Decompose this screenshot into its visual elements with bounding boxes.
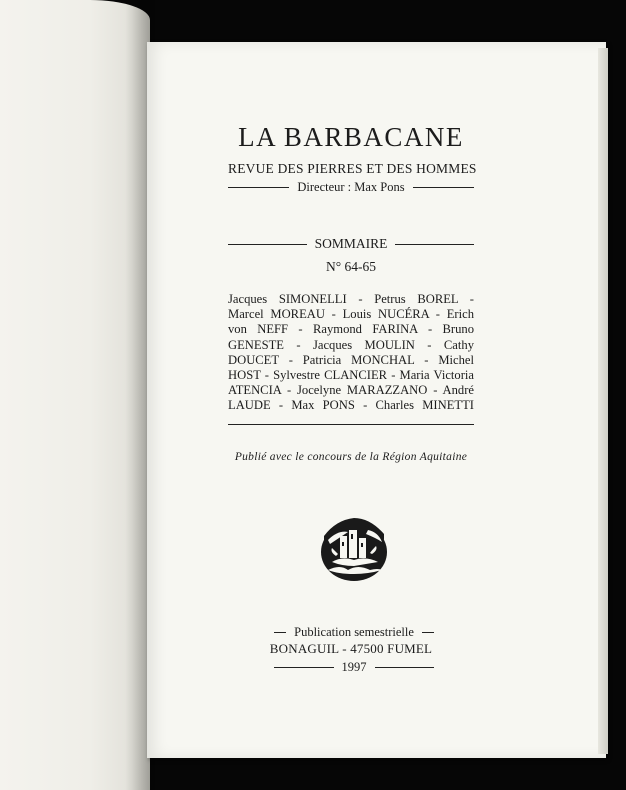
rule-left xyxy=(274,632,286,633)
rule-right xyxy=(395,244,474,245)
frequency-line xyxy=(274,625,434,640)
director-line xyxy=(228,180,474,195)
rule-right xyxy=(413,187,474,188)
rule-right xyxy=(375,667,435,668)
rule-left xyxy=(228,244,307,245)
castle-woodcut-icon xyxy=(318,512,390,584)
contributor-line: Jacques SIMONELLI - Petrus BOREL - xyxy=(228,292,474,306)
issue-number: N° 64-65 xyxy=(325,259,377,274)
publication-year: 1997 xyxy=(341,660,367,674)
support-notice: Publié avec le concours de la Région Aquitaine xyxy=(234,451,468,463)
rule-left xyxy=(228,187,289,188)
contributor-line: DOUCET - Patricia MONCHAL - Michel xyxy=(228,352,474,367)
publisher-address: BONAGUIL - 47500 FUMEL xyxy=(269,641,433,656)
sommaire-heading xyxy=(228,236,474,252)
journal-title: LA BARBACANE xyxy=(238,122,464,152)
year-line xyxy=(274,660,434,675)
rule-left xyxy=(274,667,334,668)
page-edge xyxy=(598,48,608,754)
contributor-line: GENESTE - Jacques MOULIN - Cathy xyxy=(228,337,474,352)
sommaire-label: SOMMAIRE xyxy=(314,236,388,251)
frequency-label: Publication semestrielle xyxy=(294,625,414,639)
rule-right xyxy=(422,632,434,633)
director-name: Directeur : Max Pons xyxy=(297,180,405,194)
contributor-line: von NEFF - Raymond FARINA - Bruno xyxy=(228,322,474,337)
contributor-line: LAUDE - Max PONS - Charles MINETTI xyxy=(228,398,474,413)
contributor-line: Marcel MOREAU - Louis NUCÉRA - Erich xyxy=(228,307,474,322)
contributors-list xyxy=(228,292,474,414)
divider xyxy=(228,424,474,425)
journal-subtitle: REVUE DES PIERRES ET DES HOMMES xyxy=(228,161,477,176)
contributor-line: ATENCIA - Jocelyne MARAZZANO - André xyxy=(228,383,474,398)
contributor-line: HOST - Sylvestre CLANCIER - Maria Victoria xyxy=(228,368,474,383)
